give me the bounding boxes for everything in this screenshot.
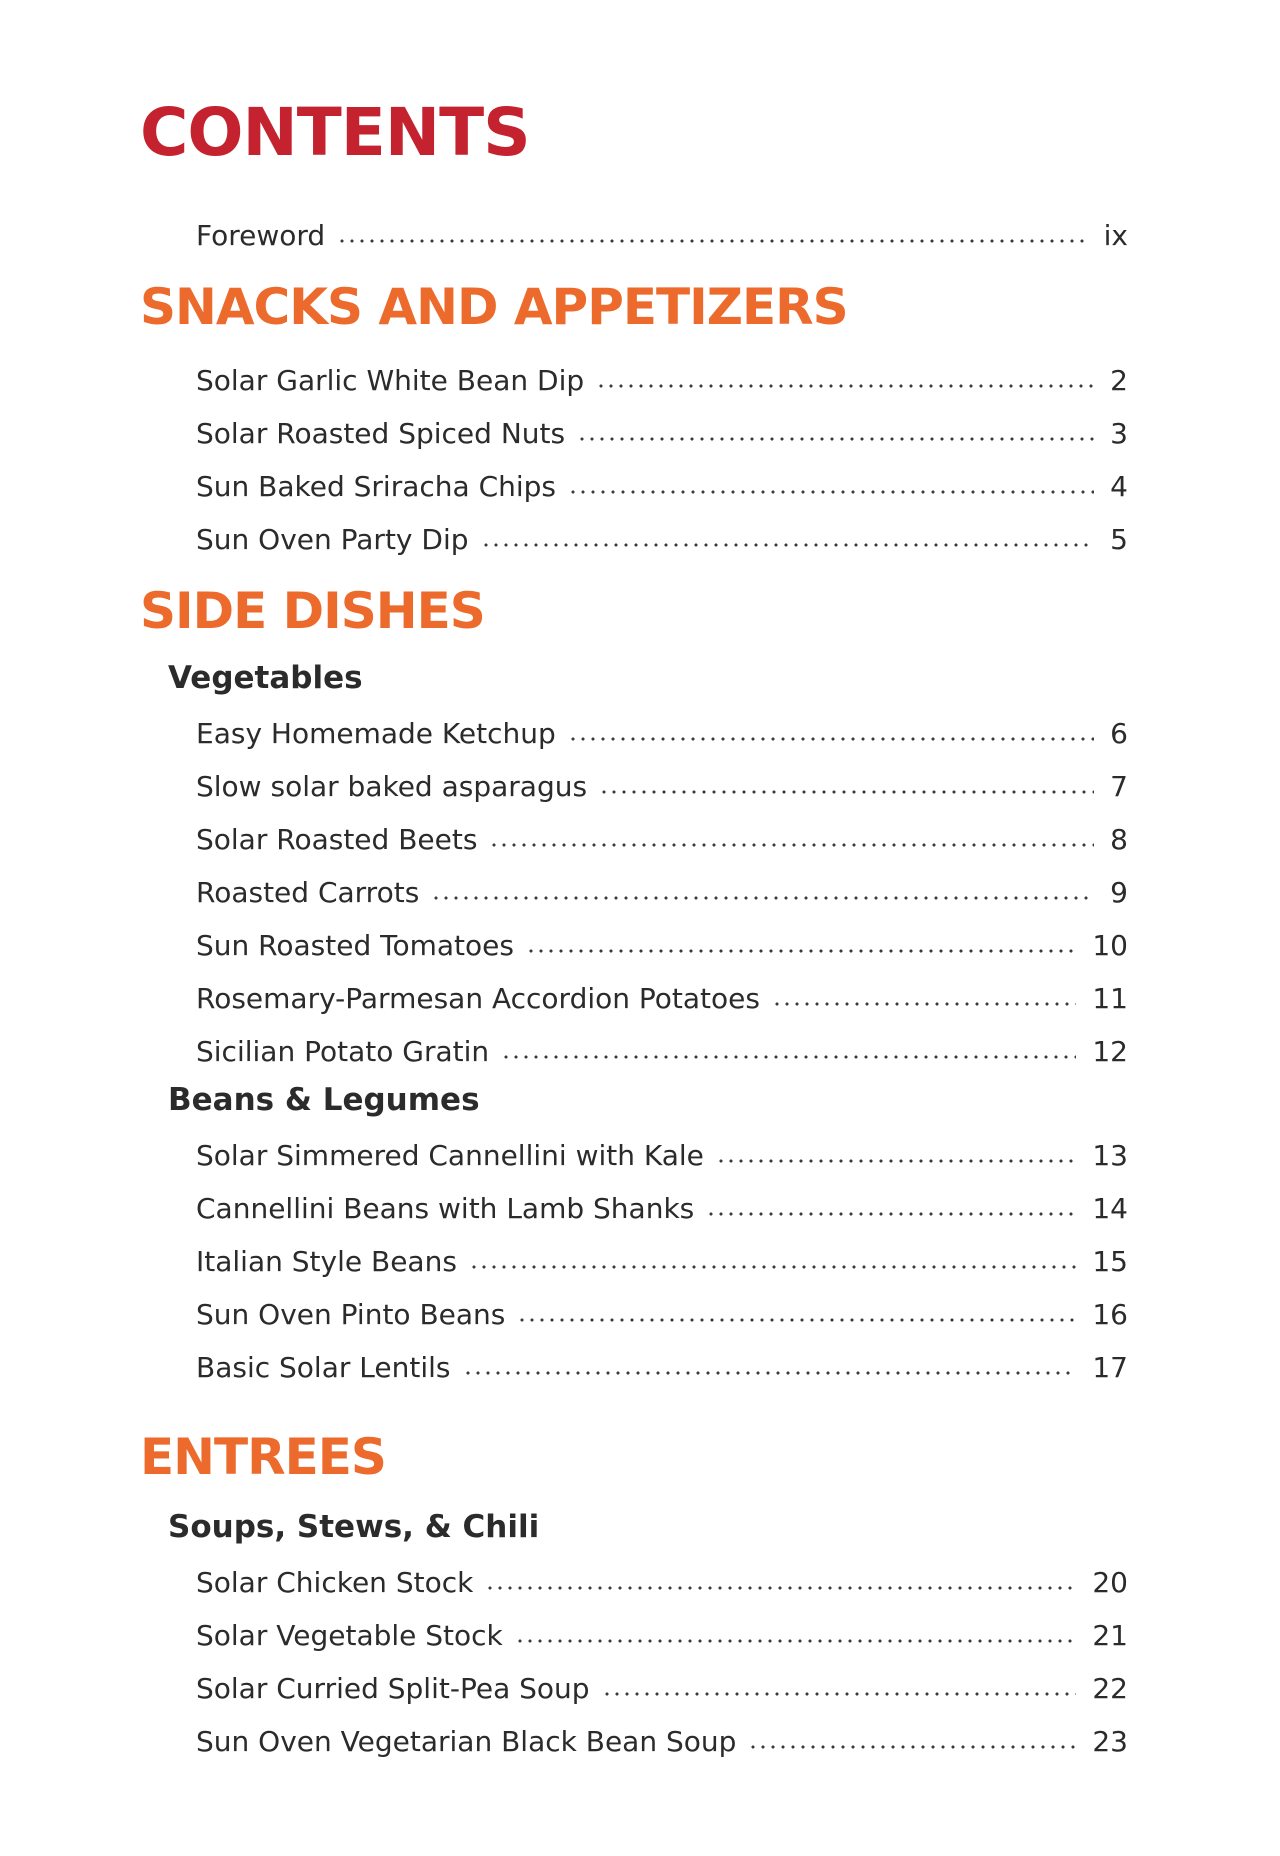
dot-leader [489,843,1094,847]
section-title-side-dishes: SIDE DISHES [140,582,485,640]
toc-entry[interactable] [196,1183,1128,1223]
page-number: 14 [1092,1192,1128,1225]
toc-entry[interactable] [196,1716,1128,1756]
entry-label: Easy Homemade Ketchup [196,717,556,750]
entry-label: Solar Roasted Beets [196,823,478,856]
dot-leader [337,239,1087,243]
entry-label: Foreword [196,219,326,252]
toc-entry[interactable] [196,514,1128,554]
dot-leader [706,1212,1076,1216]
dot-leader [596,384,1094,388]
entry-label: Basic Solar Lentils [196,1351,451,1384]
section-title-snacks: SNACKS AND APPETIZERS [140,278,848,336]
page-number: 13 [1092,1139,1128,1172]
page-number: ix [1103,219,1128,252]
toc-entry[interactable] [196,761,1128,801]
entry-label: Solar Curried Split-Pea Soup [196,1672,590,1705]
toc-entry[interactable] [196,1557,1128,1597]
toc-entry[interactable] [196,920,1128,960]
entry-label: Sun Oven Vegetarian Black Bean Soup [196,1725,737,1758]
toc-entry[interactable] [196,1342,1128,1382]
dot-leader [501,1055,1076,1059]
page-number: 12 [1092,1035,1128,1068]
page-number: 9 [1110,876,1128,909]
toc-entry[interactable] [196,1610,1128,1650]
dot-leader [485,1586,1076,1590]
page-number: 4 [1110,470,1128,503]
dot-leader [568,737,1094,741]
toc-entry[interactable] [196,408,1128,448]
page-number: 15 [1092,1245,1128,1278]
page-number: 3 [1110,417,1128,450]
entry-label: Roasted Carrots [196,876,420,909]
dot-leader [481,543,1094,547]
dot-leader [772,1002,1076,1006]
entry-label: Solar Simmered Cannellini with Kale [196,1139,704,1172]
toc-entry[interactable] [196,1236,1128,1276]
page-number: 8 [1110,823,1128,856]
dot-leader [577,437,1094,441]
dot-leader [748,1745,1076,1749]
dot-leader [602,1692,1077,1696]
entry-label: Slow solar baked asparagus [196,770,588,803]
page-number: 7 [1110,770,1128,803]
page-number: 6 [1110,717,1128,750]
toc-entry[interactable] [196,1130,1128,1170]
page-number: 11 [1092,982,1128,1015]
page-number: 2 [1110,364,1128,397]
entry-label: Solar Roasted Spiced Nuts [196,417,566,450]
page-number: 10 [1092,929,1128,962]
entry-label: Italian Style Beans [196,1245,457,1278]
entry-label: Sun Oven Pinto Beans [196,1298,506,1331]
dot-leader [716,1159,1076,1163]
toc-entry[interactable] [196,355,1128,395]
entry-label: Solar Garlic White Bean Dip [196,364,585,397]
toc-entry[interactable] [196,973,1128,1013]
toc-entry[interactable] [196,1663,1128,1703]
entry-label: Sun Roasted Tomatoes [196,929,514,962]
page-title: CONTENTS [140,94,530,171]
page-number: 5 [1110,523,1128,556]
dot-leader [463,1371,1077,1375]
dot-leader [599,790,1094,794]
toc-entry[interactable] [196,814,1128,854]
page-number: 22 [1092,1672,1128,1705]
page-number: 23 [1092,1725,1128,1758]
entry-label: Cannellini Beans with Lamb Shanks [196,1192,695,1225]
page-number: 20 [1092,1566,1128,1599]
toc-entry-foreword[interactable] [196,210,1128,250]
toc-entry[interactable] [196,1289,1128,1329]
dot-leader [568,490,1094,494]
toc-entry[interactable] [196,867,1128,907]
entry-label: Rosemary-Parmesan Accordion Potatoes [196,982,760,1015]
toc-entry[interactable] [196,461,1128,501]
subsection-title-vegetables: Vegetables [168,660,363,696]
dot-leader [517,1318,1076,1322]
page-number: 17 [1092,1351,1128,1384]
dot-leader [431,896,1094,900]
page-number: 16 [1092,1298,1128,1331]
section-title-entrees: ENTREES [140,1428,386,1486]
subsection-title-soups: Soups, Stews, & Chili [168,1509,540,1545]
entry-label: Solar Vegetable Stock [196,1619,503,1652]
dot-leader [526,949,1076,953]
toc-entry[interactable] [196,1026,1128,1066]
entry-label: Sun Baked Sriracha Chips [196,470,557,503]
dot-leader [469,1265,1076,1269]
subsection-title-beans: Beans & Legumes [168,1082,480,1118]
page-number: 21 [1092,1619,1128,1652]
toc-entry[interactable] [196,708,1128,748]
entry-label: Solar Chicken Stock [196,1566,474,1599]
entry-label: Sicilian Potato Gratin [196,1035,490,1068]
entry-label: Sun Oven Party Dip [196,523,469,556]
dot-leader [515,1639,1077,1643]
